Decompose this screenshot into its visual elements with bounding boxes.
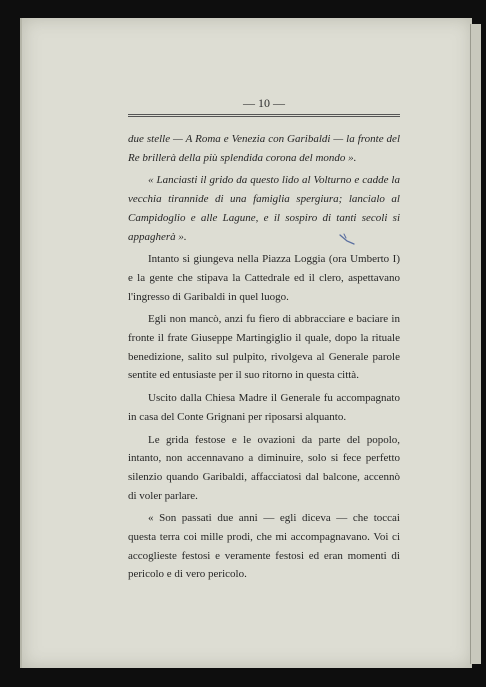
paragraph-2: « Lanciasti il grido da questo lido al Volturno e cadde la vecchia tirannide di una famiglia spergiura; lancialo al Campidoglio e alle Lagune, e il sospiro di tanti secoli si appagherà ». xyxy=(128,174,400,243)
paragraph-4: Egli non mancò, anzi fu fiero di abbracciare e baciare in fronte il frate Giuseppe Martingiglio il quale, dopo la rituale benedizione, salito sul pulpito, rivolgeva al Generale parole sentite ed entusiaste per il suo ritorno in questa città. xyxy=(128,313,400,382)
paragraph-1: due stelle — A Roma e Venezia con Garibaldi — la fronte del Re brillerà della più splendida corona del mondo ». xyxy=(128,133,400,164)
next-page-edge xyxy=(470,24,481,664)
body-text xyxy=(128,130,400,588)
paragraph-7: « Son passati due anni — egli diceva — che toccai questa terra coi mille prodi, che mi accompagnavano. Voi ci accoglieste festosi e veramente festosi ed eran momenti di pericolo e di vero pericolo. xyxy=(128,512,400,581)
page-number: — 10 — xyxy=(243,96,285,110)
page-header xyxy=(128,96,400,117)
pen-mark-icon xyxy=(338,232,356,246)
paragraph-5: Uscito dalla Chiesa Madre il Generale fu accompagnato in casa del Conte Grignani per riposarsi alquanto. xyxy=(128,392,400,423)
paragraph-3: Intanto si giungeva nella Piazza Loggia (ora Umberto I) e la gente che stipava la Cattedrale ed il clero, aspettavano l'ingresso di Garibaldi in quel luogo. xyxy=(128,253,400,303)
paragraph-6: Le grida festose e le ovazioni da parte del popolo, intanto, non accennavano a diminuire, solo si fece perfetto silenzio quando Garibaldi, affacciatosi dal balcone, accennò di voler parlare. xyxy=(128,433,400,502)
header-rule xyxy=(128,114,400,117)
